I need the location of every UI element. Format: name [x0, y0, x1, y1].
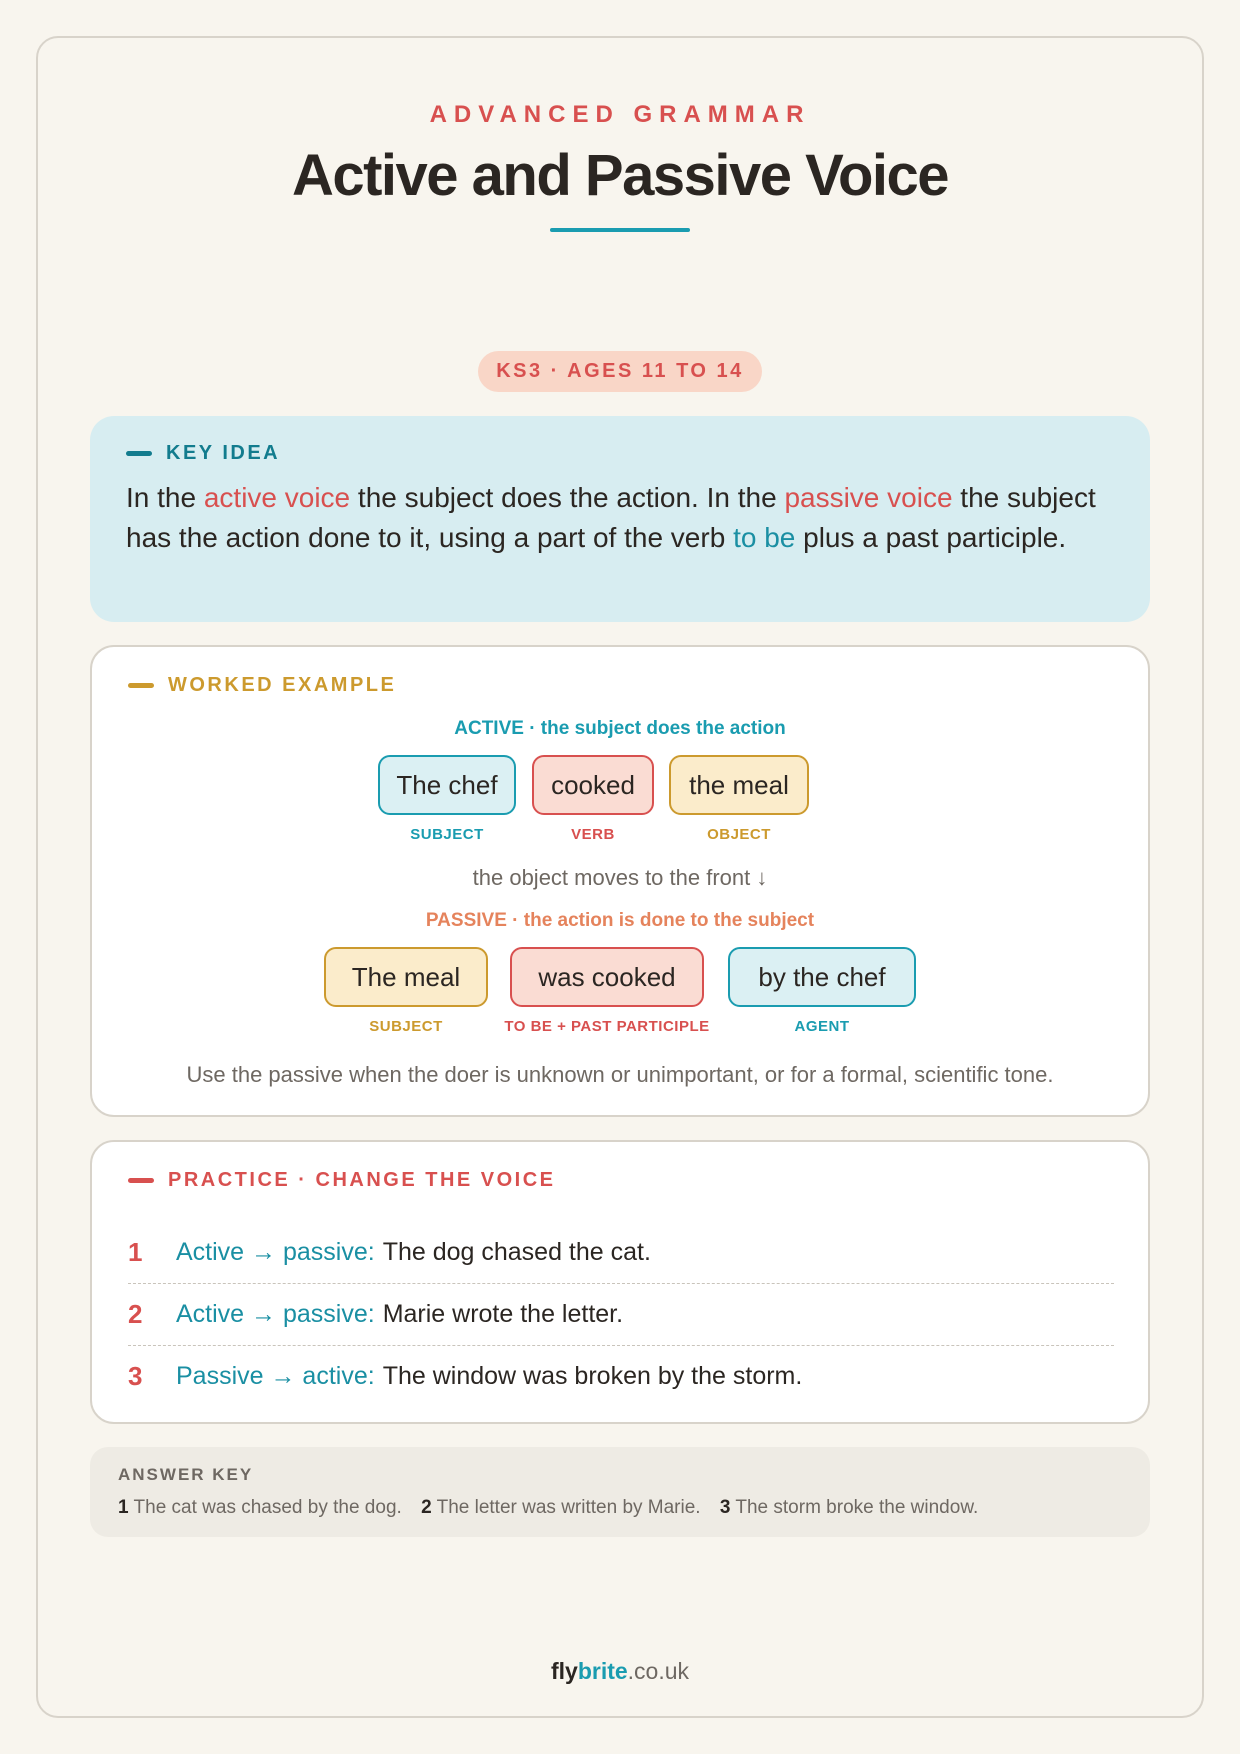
answer-text: The cat was chased by the dog. — [133, 1497, 402, 1518]
active-object-chunk: the meal — [669, 755, 809, 815]
worked-example-heading — [128, 674, 396, 697]
practice-card — [90, 1140, 1150, 1424]
passive-agent-tag: AGENT — [794, 1018, 850, 1035]
answer-key-heading: ANSWER KEY — [118, 1465, 254, 1484]
practice-question — [128, 1345, 1114, 1407]
practice-question — [128, 1283, 1114, 1345]
passive-verb-chunk: was cooked — [510, 947, 704, 1007]
level-badge: KS3 · AGES 11 TO 14 — [478, 351, 762, 392]
page-title: Active and Passive Voice — [291, 143, 949, 208]
key-idea-text-part: In the — [126, 482, 204, 513]
usage-note: Use the passive when the doer is unknown or unimportant, or for a formal, scientific tone. — [186, 1062, 1054, 1087]
brand-part-brite: brite — [577, 1658, 628, 1684]
active-subject-tag: SUBJECT — [410, 826, 484, 843]
term-to-be: to be — [733, 522, 796, 553]
key-idea-text-part: the subject has the action done to it, using a part of the verb — [126, 482, 1096, 553]
practice-heading-label: PRACTICE · CHANGE THE VOICE — [168, 1169, 556, 1191]
question-sentence: The window was broken by the storm. — [382, 1362, 803, 1390]
answer-number: 2 — [421, 1497, 432, 1518]
title-underline — [550, 228, 690, 232]
active-object-tag: OBJECT — [707, 826, 771, 843]
answer-number: 3 — [719, 1497, 731, 1518]
passive-subject-tag: SUBJECT — [369, 1018, 443, 1035]
brand-domain: .co.uk — [627, 1658, 690, 1684]
key-idea-text-part: plus a past participle. — [795, 522, 1067, 553]
answer-number: 1 — [118, 1497, 129, 1518]
active-verb-chunk: cooked — [532, 755, 654, 815]
answer-item — [720, 1497, 978, 1518]
answer-text: The storm broke the window. — [735, 1497, 979, 1518]
question-sentence: Marie wrote the letter. — [382, 1300, 624, 1328]
question-instruction: Active → passive: — [176, 1300, 375, 1328]
question-number: 1 — [128, 1236, 143, 1267]
passive-agent-chunk: by the chef — [728, 947, 916, 1007]
footer-brand[interactable] — [0, 1658, 1240, 1685]
worked-example-heading-label: WORKED EXAMPLE — [168, 674, 397, 696]
answer-item — [421, 1497, 701, 1518]
active-row-label: ACTIVE · the subject does the action — [454, 718, 786, 739]
practice-question — [128, 1221, 1114, 1283]
answer-key-panel — [90, 1447, 1150, 1537]
key-idea-heading-label: KEY IDEA — [166, 442, 281, 464]
passive-verb-tag: TO BE + PAST PARTICIPLE — [504, 1018, 710, 1035]
answer-text: The letter was written by Marie. — [436, 1497, 701, 1518]
dash-icon — [126, 451, 152, 456]
question-number: 3 — [128, 1361, 143, 1391]
brand-part-fly: fly — [550, 1658, 578, 1684]
key-idea-heading — [126, 442, 280, 465]
active-verb-tag: VERB — [571, 826, 615, 843]
answer-item — [118, 1497, 402, 1518]
answer-key-list — [118, 1497, 992, 1519]
active-subject-chunk: The chef — [378, 755, 516, 815]
passive-row-label: PASSIVE · the action is done to the subject — [425, 910, 815, 931]
eyebrow: ADVANCED GRAMMAR — [429, 101, 811, 128]
practice-heading — [128, 1169, 556, 1192]
question-sentence: The dog chased the cat. — [382, 1237, 651, 1266]
term-passive-voice: passive voice — [784, 482, 953, 513]
question-number: 2 — [128, 1299, 143, 1329]
transition-note: the object moves to the front ↓ — [472, 865, 768, 890]
dash-icon — [128, 683, 154, 688]
question-instruction: Active → passive: — [176, 1237, 375, 1266]
term-active-voice: active voice — [203, 482, 351, 513]
key-idea-panel — [90, 416, 1150, 622]
key-idea-text — [126, 478, 1116, 558]
worked-example-card — [90, 645, 1150, 1117]
passive-subject-chunk: The meal — [324, 947, 488, 1007]
dash-icon — [128, 1178, 154, 1183]
key-idea-text-part: the subject does the action. In the — [350, 482, 785, 513]
question-instruction: Passive → active: — [176, 1362, 375, 1390]
